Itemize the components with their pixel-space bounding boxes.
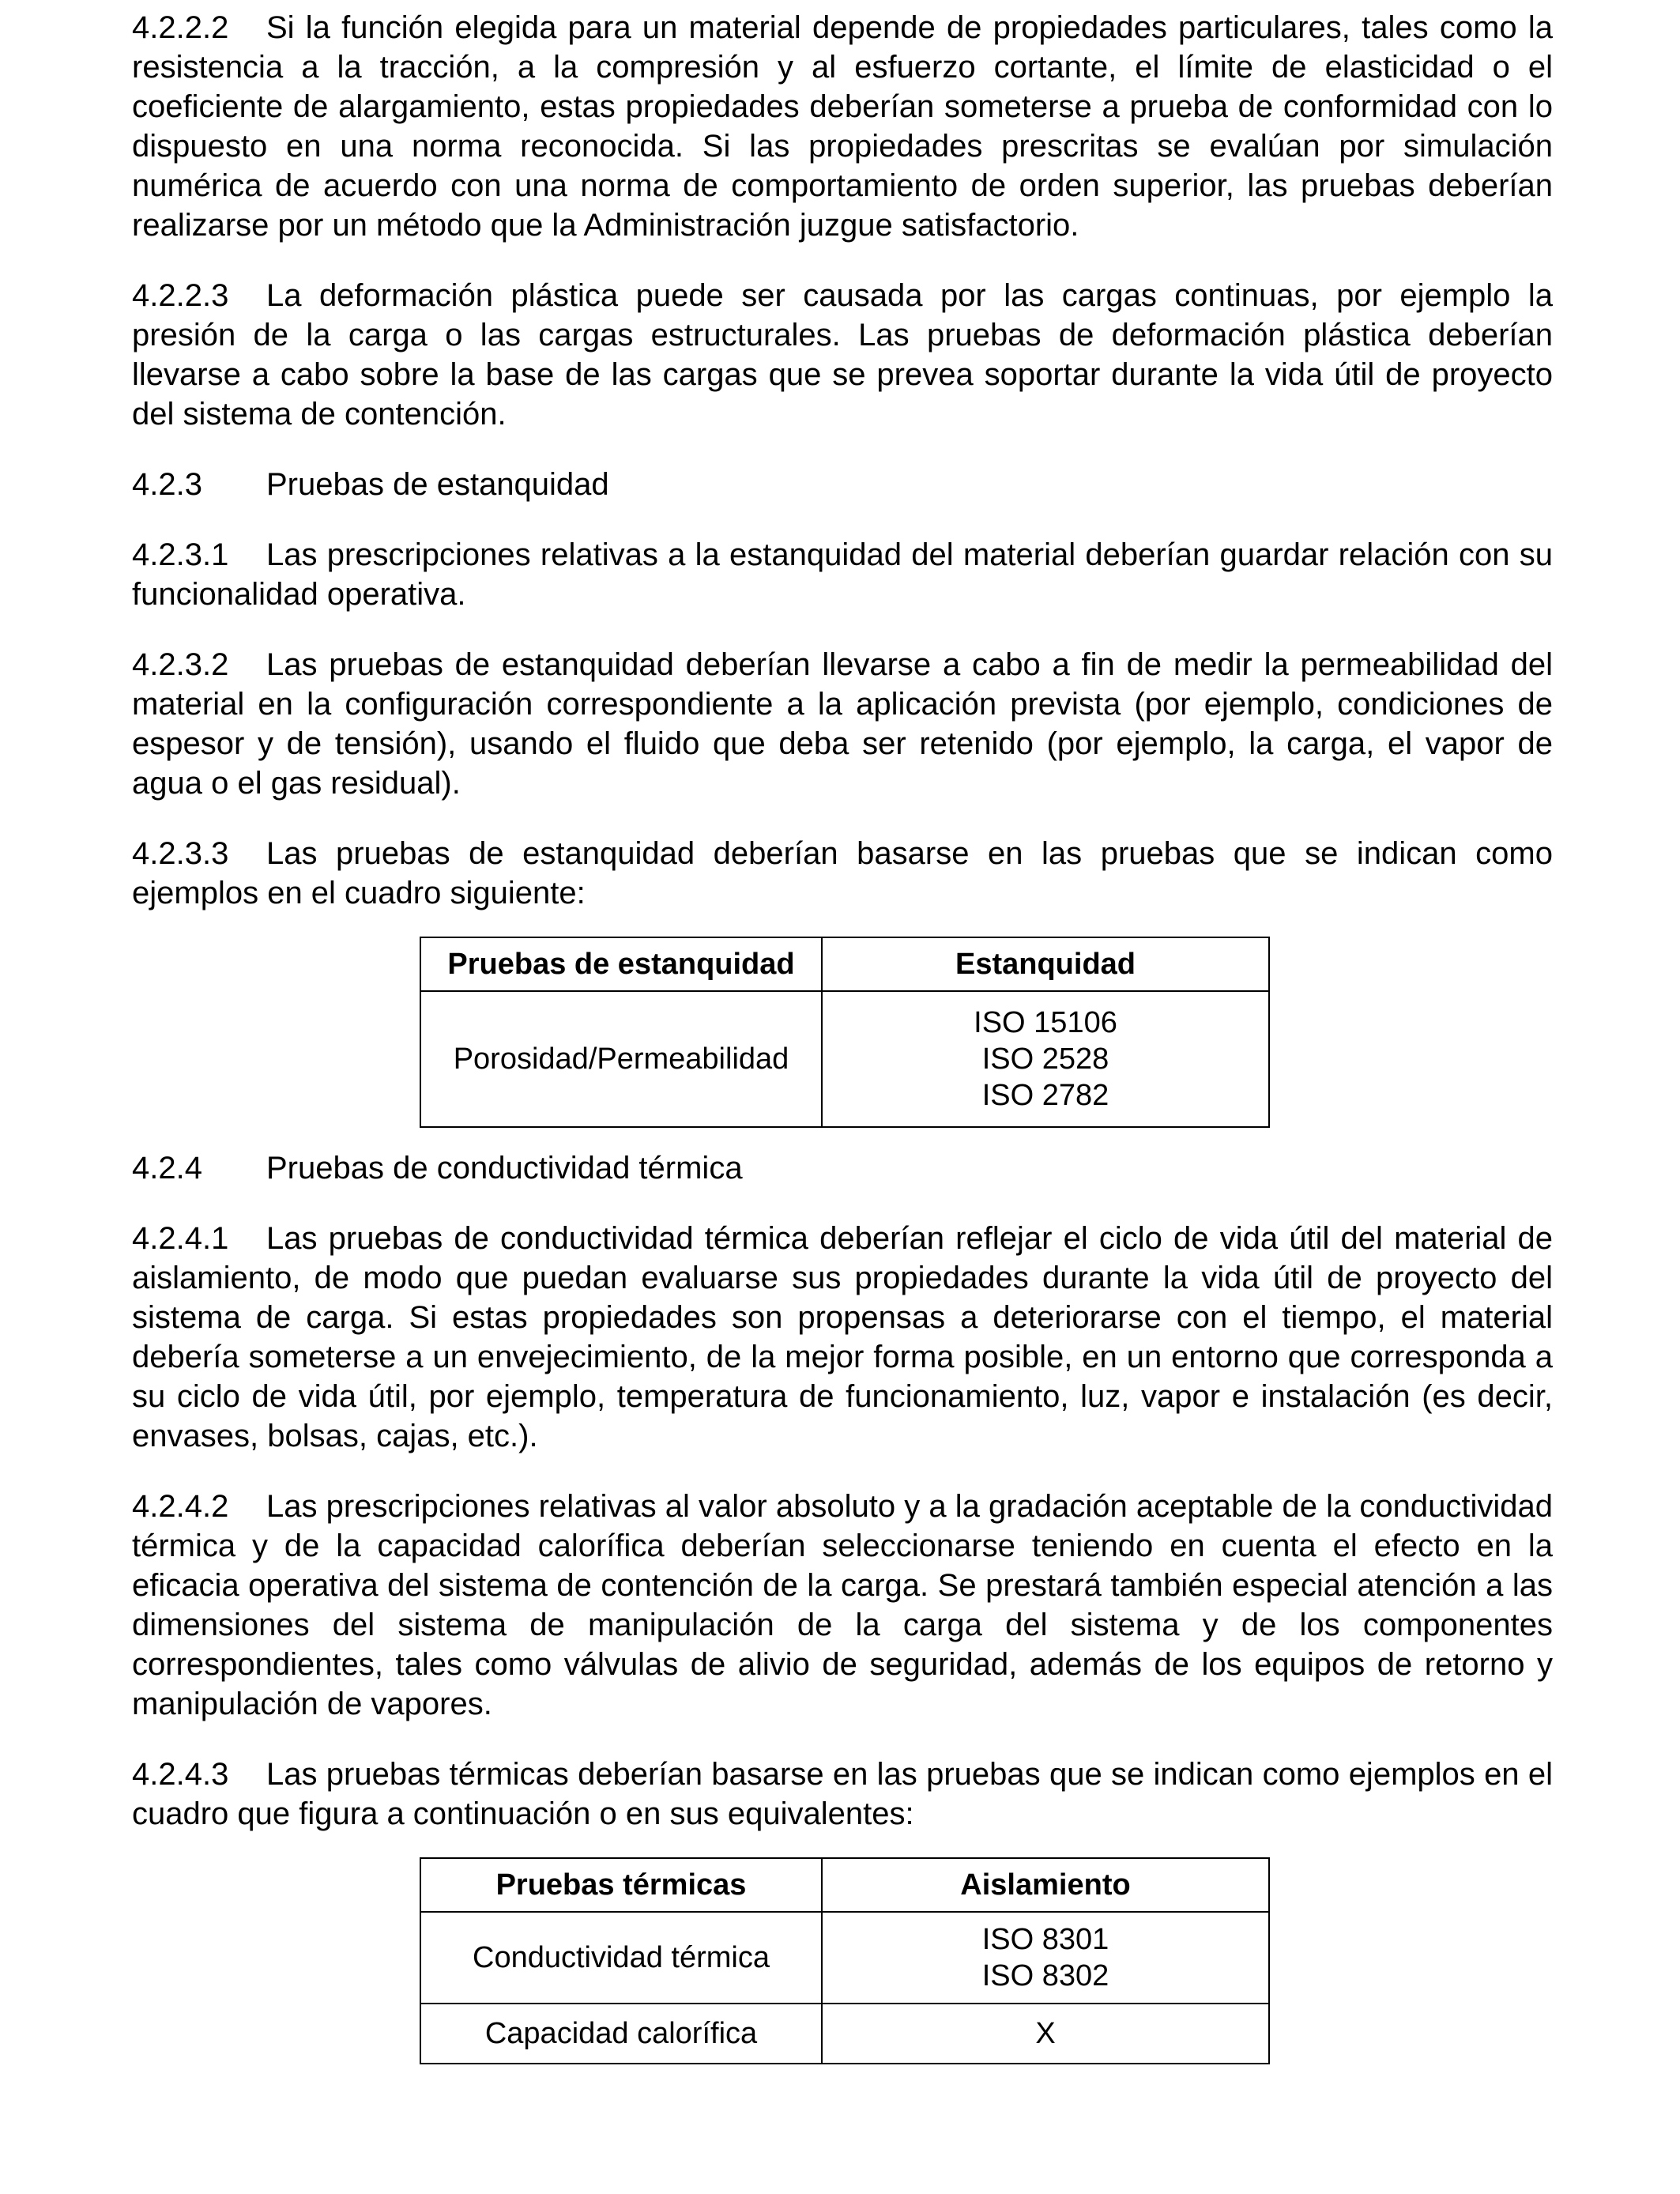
table-cell-test: Conductividad térmica	[420, 1912, 822, 2004]
standard-ref: ISO 2782	[981, 1079, 1109, 1112]
section-title: Pruebas de conductividad térmica	[266, 1151, 743, 1186]
paragraph-number: 4.2.2.2	[132, 10, 229, 45]
paragraph-number: 4.2.3.2	[132, 647, 229, 682]
standard-ref: ISO 2528	[981, 1042, 1109, 1076]
paragraph-number: 4.2.2.3	[132, 278, 229, 313]
paragraph-4-2-3-3	[132, 834, 1553, 913]
standard-ref: ISO 8302	[981, 1959, 1109, 1992]
section-heading-4-2-3	[132, 465, 1553, 504]
section-title: Pruebas de estanquidad	[266, 467, 609, 502]
table-cell-standards: X	[822, 2004, 1269, 2064]
paragraph-text: La deformación plástica puede ser causada por las cargas continuas, por ejemplo la presión de la carga o las cargas estructurales. Las pruebas de deformación plástica deberían llevarse a cabo sobre la base de las cargas que se prevea soportar durante la vida útil de proyecto del sistema de contención.	[132, 278, 1553, 432]
paragraph-text: Las prescripciones relativas a la estanquidad del material deberían guardar relación con su funcionalidad operativa.	[132, 537, 1553, 612]
paragraph-4-2-4-2	[132, 1487, 1553, 1724]
table-row	[420, 1912, 1269, 2004]
document-body	[132, 8, 1553, 2064]
table-header-cell: Pruebas térmicas	[420, 1858, 822, 1912]
section-heading-4-2-4	[132, 1148, 1553, 1188]
paragraph-number: 4.2.3.3	[132, 836, 229, 871]
table-cell-test: Capacidad calorífica	[420, 2004, 822, 2064]
paragraph-text: Si la función elegida para un material depende de propiedades particulares, tales como la resistencia a la tracción, a la compresión y al esfuerzo cortante, el límite de elasticidad o el coeficiente de alargamiento, estas propiedades deberían someterse a prueba de conformidad con lo dispuesto en una norma reconocida. Si las propiedades prescritas se evalúan por simulación numérica de acuerdo con una norma de comportamiento de orden superior, las pruebas deberían realizarse por un método que la Administración juzgue satisfactorio.	[132, 10, 1553, 243]
paragraph-text: Las pruebas de estanquidad deberían basarse en las pruebas que se indican como ejemplos en el cuadro siguiente:	[132, 836, 1553, 910]
table-header-cell: Aislamiento	[822, 1858, 1269, 1912]
paragraph-4-2-2-3	[132, 276, 1553, 434]
standard-ref: ISO 15106	[974, 1006, 1117, 1039]
section-number: 4.2.3	[132, 467, 202, 502]
paragraph-text: Las prescripciones relativas al valor absoluto y a la gradación aceptable de la conductividad térmica y de la capacidad calorífica deberían seleccionarse teniendo en cuenta el efecto en la eficacia operativa del sistema de contención de la carga. Se prestará también especial atención a las dimensiones del sistema de manipulación de la carga del sistema y de los componentes correspondientes, tales como válvulas de alivio de seguridad, además de los equipos de retorno y manipulación de vapores.	[132, 1489, 1553, 1721]
paragraph-text: Las pruebas de conductividad térmica deberían reflejar el ciclo de vida útil del material de aislamiento, de modo que puedan evaluarse sus propiedades durante la vida útil de proyecto del sistema de carga. Si estas propiedades son propensas a deteriorarse con el tiempo, el material debería someterse a un envejecimiento, de la mejor forma posible, en un entorno que corresponda a su ciclo de vida útil, por ejemplo, temperatura de funcionamiento, luz, vapor e instalación (es decir, envases, bolsas, cajas, etc.).	[132, 1221, 1553, 1453]
paragraph-text: Las pruebas de estanquidad deberían llevarse a cabo a fin de medir la permeabilidad del material en la configuración correspondiente a la aplicación prevista (por ejemplo, condiciones de espesor y de tensión), usando el fluido que deba ser retenido (por ejemplo, la carga, el vapor de agua o el gas residual).	[132, 647, 1553, 801]
table-row	[420, 2004, 1269, 2064]
paragraph-text: Las pruebas térmicas deberían basarse en las pruebas que se indican como ejemplos en el cuadro que figura a continuación o en sus equivalentes:	[132, 1757, 1553, 1831]
table-cell-standards	[822, 991, 1269, 1127]
table-header-cell: Estanquidad	[822, 937, 1269, 991]
paragraph-number: 4.2.4.1	[132, 1221, 229, 1256]
tightness-tests-table	[420, 937, 1270, 1128]
paragraph-4-2-4-3	[132, 1755, 1553, 1834]
table-row	[420, 991, 1269, 1127]
paragraph-4-2-2-2	[132, 8, 1553, 245]
paragraph-4-2-3-2	[132, 645, 1553, 803]
table-header-row	[420, 937, 1269, 991]
table-cell-standards	[822, 1912, 1269, 2004]
paragraph-4-2-3-1	[132, 535, 1553, 614]
section-number: 4.2.4	[132, 1151, 202, 1186]
thermal-tests-table	[420, 1857, 1270, 2064]
paragraph-number: 4.2.4.3	[132, 1757, 229, 1792]
paragraph-number: 4.2.3.1	[132, 537, 229, 572]
table-header-row	[420, 1858, 1269, 1912]
table-header-cell: Pruebas de estanquidad	[420, 937, 822, 991]
standard-ref: ISO 8301	[981, 1923, 1109, 1956]
table-cell-test: Porosidad/Permeabilidad	[420, 991, 822, 1127]
paragraph-4-2-4-1	[132, 1219, 1553, 1456]
paragraph-number: 4.2.4.2	[132, 1489, 229, 1524]
